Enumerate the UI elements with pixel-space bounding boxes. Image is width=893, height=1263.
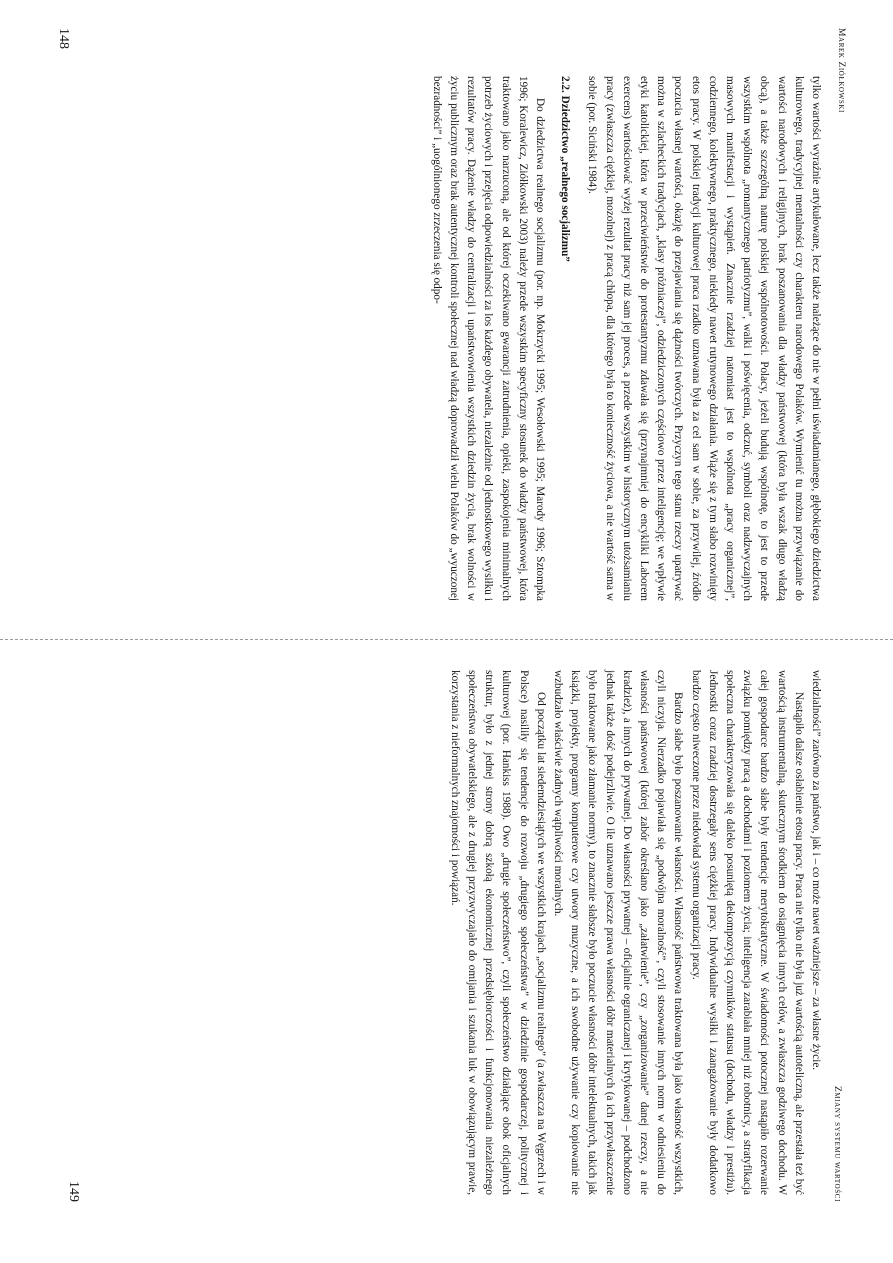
body-paragraph: Do dziedzictwa realnego socjalizmu (por. np. Mokrzycki 1995; Wesołowski 1995; Marody 1996; Sztompka 1996; Koralewicz, Ziółkowski 2003) należy przede wszystkim specyficzny stosunek do władzy państwowej, która traktowano jako narzuconą, ale od której oczekiwano gwarancji zatrudnienia, opieki, zaspokojenia minimalnych potrzeb życiowych i przejęcia odpowiedzialności za los każdego obywatela, niezależnie od jednostkowego wysiłku i rezultatów pracy. Dążenie władzy do centralizacji i upaństwowienia wszystkich dziedzin życia, brak wolności w życiu publicznym oraz brak autentycznej kontroli społecznej nad władzą doprowadził wielu Polaków do „wyuczonej bezradności” i „uogólnionego zrzeczenia się odpo- bbox=[430, 76, 546, 601]
body-paragraph: Nastąpiło dalsze osłabienie etosu pracy. Praca nie tylko nie była już wartością autoteliczną, ale przestała też być wartością instrumentalną, skutecznym środkiem do osiągnięcia innych celów, a zwłaszcza godziwego dochodu. W całej gospodarce bardzo słabe były tendencje merytokratyczne. W świadomości potocznej nastąpiło rozerwanie związku pomiędzy pracą a dochodami i poziomem życia; inteligencja zarabiała mniej niż robotnicy, a stratyfikacja społeczna charakteryzowała się daleko posuniętą dekompozycją czynników statusu (dochodu, władzy i prestiżu). Jednostki coraz rzadziej dostrzegały sens ciężkiej pracy. Indywidualne wysiłki i zaangażowanie były dodatkowo bardzo często niweczone przez niedowład systemu organizacji pracy. bbox=[689, 670, 805, 1195]
page-body bbox=[104, 670, 824, 1195]
body-paragraph: tylko wartości wyraźnie artykułowane, lecz także należące do nie w pełni uświadamianego, głębokiego dziedzictwa kulturowego, tradycyjnej mentalności czy charakteru narodowego Polaków. Wymienić tu można przywiązanie do wartości narodowych i religijnych, brak poszanowania dla władzy państwowej (która była wszak długo władzą obcą), a także szczególną naturę polskiej wspólnotowości. Polacy, jeżeli budują wspólnotę, to jest to przede wszystkim wspólnota „romantycznego patriotyzmu”, walki i poświęcenia, odczuć, symboli oraz nadzwyczajnych masowych manifestacji i wystąpień. Znacznie rzadziej natomiast jest to wspólnota „pracy organicznej”, codziennego, kolektywnego, praktycznego, niekiedy nawet rutynowego działania. Wiąże się z tym słabo rozwinięty etos pracy. W polskiej tradycji kulturowej praca rzadko uznawana była za cel sam w sobie, za przywilej, źródło poczucia własnej wartości, okazję do przejawiania się dążności twórczych. Przyczyn tego stanu rzeczy upatrywać można w szlacheckich tradycjach, „klasy próżniaczej”, odziedziczonych częściowo przez inteligencję; we wpływie etyki katolickiej, która w przeciwieństwie do protestantyzmu zdawała się (przynajmniej do encykliki Laborem exercens) wartościować wyżej rezultat pracy niż sam jej proces, a przede wszystkim w historycznym utożsamianiu pracy (zwłaszcza ciężkiej, mozolnej) z pracą chłopa, dla którego była to konieczność życiowa, a nie wartość sama w sobie (por. Siciński 1984). bbox=[586, 76, 822, 601]
page-body bbox=[84, 76, 824, 601]
page-number: 149 bbox=[66, 1181, 81, 1202]
right-page bbox=[0, 640, 893, 1263]
body-paragraph: Od początku lat siedemdziesiątych we wszystkich krajach „socjalizmu realnego” (a zwłaszcza na Węgrzech i w Polsce) nasiliły się tendencje do rozwoju „drugiego społeczeństwa” w dziedzinie gospodarczej, politycznej i kulturowej (por. Hankiss 1988). Owo „drugie społeczeństwo”, czyli społeczeństwo działające obok oficjalnych struktur, było z jednej strony dobrą szkołą ekonomicznej przedsiębiorczości i funkcjonowania niezależnego społeczeństwa obywatelskiego, ale z drugiej przyzwyczajało do omijania i szukania luk w obowiązującym prawie, korzystania z nieformalnych znajomości i powiązań. bbox=[448, 670, 547, 1195]
section-title: 2.2. Dziedzictwo „realnego socjalizmu” bbox=[559, 76, 572, 262]
running-head: Marek Ziółkowski bbox=[836, 28, 846, 113]
page-number: 148 bbox=[56, 28, 71, 49]
body-paragraph: wiedzialności” zarówno za państwo, jak i – co może nawet ważniejsze – za własne życie. bbox=[810, 670, 822, 1071]
running-head: Zmiany systemu wartości bbox=[832, 1086, 842, 1202]
body-paragraph: Bardzo słabe było poszanowanie własności. Własność państwowa traktowana była jako własność wszystkich, czyli niczyja. Nierzadko pojawiała się „podwójna moralność”, czyli stosowanie innych norm w odniesieniu do własności państwowej (której zabór określano jako „załatwienie”, czy „zorganizowanie” danej rzeczy, a nie kradzież), a innych do prywatnej. Do własności prywatnej – oficjalnie ograniczanej i krytykowanej – podchodzono jednak także dość podejrzliwie. O ile uznawano jeszcze prawa własności dóbr materialnych (a ich przywłaszczenie było traktowane jako złamanie normy), to znacznie słabsze było poczucie własności dóbr intelektualnych, takich jak książki, projekty, programy komputerowe czy utwory muzyczne, a ich swobodne używanie czy kopiowanie nie wzbudzało właściwie żadnych wątpliwości moralnych. bbox=[551, 670, 685, 1195]
